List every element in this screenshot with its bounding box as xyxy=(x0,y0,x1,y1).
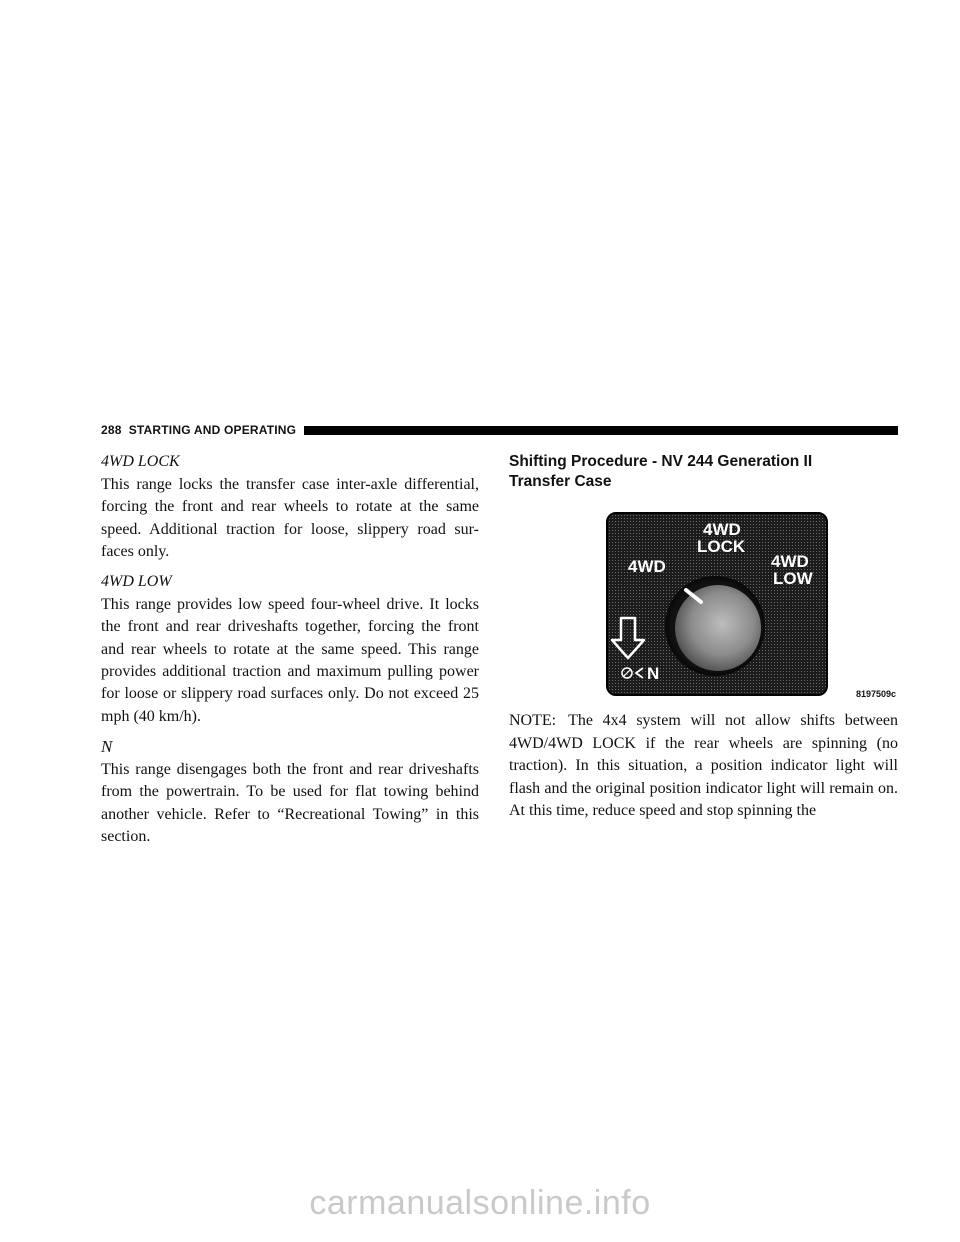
label-4wd-low-top: 4WD xyxy=(771,552,809,571)
page-header-label xyxy=(101,423,296,437)
heading-4wd-low: 4WD LOW xyxy=(101,573,172,591)
label-4wd-lock-bottom: LOCK xyxy=(697,537,746,556)
label-4wd-low-bottom: LOW xyxy=(773,569,813,588)
note-text: The 4x4 system will not allow shifts between 4WD/4WD LOCK if the rear wheels are spinning (no traction). In this situation, a position indicator light will flash and the original position indicator light will remain on. At this time, reduce speed and stop spinning the xyxy=(509,712,898,819)
paragraph-neutral: This range disengages both the front and rear driveshafts from the powertrain. To be used for flat towing behind another vehicle. Refer to “Recreational Towing” in this section. xyxy=(101,760,479,845)
note-paragraph xyxy=(509,710,898,823)
note-label: NOTE: xyxy=(509,712,557,729)
right-column xyxy=(509,452,898,492)
page-number: 288 xyxy=(101,423,122,437)
label-neutral: N xyxy=(647,664,660,683)
paragraph-4wd-lock: This range locks the transfer case inter-axle differential, forcing the front and rear wheels to rotate at the same speed. Additional traction for loose, slippery road sur-faces only. xyxy=(101,476,479,560)
section-heading-line2: Transfer Case xyxy=(509,473,612,490)
heading-neutral: N xyxy=(101,736,113,756)
label-4wd-lock-top: 4WD xyxy=(703,520,741,539)
section-heading xyxy=(509,452,898,492)
watermark-text: carmanualsonline.info xyxy=(309,1184,651,1222)
selector-knob xyxy=(675,585,761,671)
watermark xyxy=(0,1184,960,1223)
section-title-header: STARTING AND OPERATING xyxy=(128,423,297,437)
paragraph-4wd-low: This range provides low speed four-wheel drive. It locks the front and rear driveshafts together, forcing the front and rear wheels to rotate at the same speed. This range provides additional traction and maximum pulling power for loose or slippery road surfaces only. Do not exceed 25 mph (40 km/h). xyxy=(101,596,479,725)
label-4wd: 4WD xyxy=(628,557,666,576)
note-block xyxy=(509,710,898,823)
transfer-case-switch-figure xyxy=(606,512,828,696)
section-heading-line1: Shifting Procedure - NV 244 Generation II xyxy=(509,453,813,470)
heading-4wd-lock: 4WD LOCK xyxy=(101,453,180,470)
header-rule xyxy=(304,426,898,435)
left-column xyxy=(101,452,479,857)
page-header xyxy=(101,423,898,437)
figure-id: 8197509c xyxy=(856,689,897,699)
